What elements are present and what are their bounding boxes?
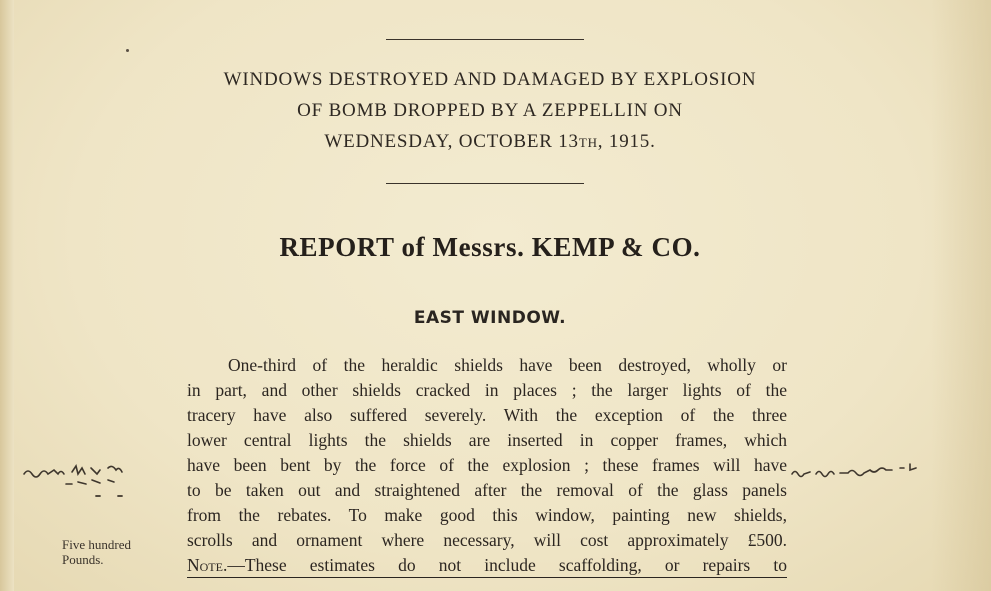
margin-note-line-1: Five hundred bbox=[62, 537, 131, 552]
margin-note bbox=[62, 537, 131, 567]
heading-date-ordinal: TH bbox=[578, 135, 598, 150]
body-line: in part, and other shields cracked in places ; the larger lights of the bbox=[187, 380, 787, 400]
heading-line-2: OF BOMB DROPPED BY A ZEPPELLIN ON bbox=[297, 100, 683, 121]
page-right-shadow bbox=[931, 0, 991, 591]
body-line: lower central lights the shields are inserted in copper frames, which bbox=[187, 430, 787, 450]
heading-date: WEDNESDAY, OCTOBER 13 bbox=[324, 131, 579, 152]
section-title: EAST WINDOW. bbox=[413, 308, 567, 328]
heading-line-1: WINDOWS DESTROYED AND DAMAGED BY EXPLOSION bbox=[223, 69, 757, 90]
note-text: —These estimates do not include scaffolding, or repairs to bbox=[227, 555, 787, 575]
report-title: REPORT of Messrs. KEMP & CO. bbox=[279, 232, 701, 262]
pencil-scribble-right bbox=[790, 462, 960, 484]
top-rule bbox=[386, 39, 584, 40]
paper-speck bbox=[126, 49, 129, 52]
heading-date-year: , 1915. bbox=[597, 131, 656, 152]
body-line: scrolls and ornament where necessary, will cost approximately £500. bbox=[187, 530, 787, 550]
body-line: from the rebates. To make good this window, painting new shields, bbox=[187, 505, 787, 525]
pencil-scribble-left bbox=[22, 462, 162, 502]
body-line: One-third of the heraldic shields have been destroyed, wholly or bbox=[228, 355, 787, 375]
page-left-edge bbox=[0, 0, 14, 591]
body-line: have been bent by the force of the explosion ; these frames will have bbox=[187, 455, 787, 475]
note-label: Note. bbox=[187, 555, 228, 575]
body-line: to be taken out and straightened after the removal of the glass panels bbox=[187, 480, 787, 500]
margin-note-line-2: Pounds. bbox=[62, 552, 104, 567]
note-underline bbox=[187, 577, 787, 578]
body-line: tracery have also suffered severely. With the exception of the three bbox=[187, 405, 787, 425]
heading-line-3 bbox=[160, 131, 820, 153]
note-line bbox=[187, 555, 787, 576]
middle-rule bbox=[386, 183, 584, 184]
